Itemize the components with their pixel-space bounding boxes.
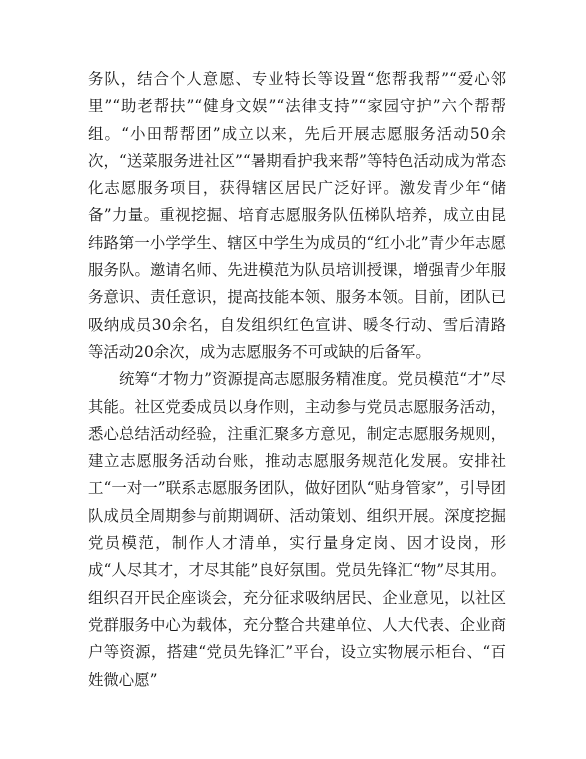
paragraph-volunteer-teams: 务队，结合个人意愿、专业特长等设置“您帮我帮”“爱心邻里”“助老帮扶”“健身文娱”“法律支持”“家园守护”六个帮帮组。“小田帮帮团”成立以来，先后开展志愿服务活动50余次，“送菜服务进社区”“暑期看护我来帮”等特色活动成为常态化志愿服务项目，获得辖区居民广泛好评。激发青少年“储备”力量。重视挖掘、培育志愿服务队伍梯队培养，成立由昆纬路第一小学学生、辖区中学生为成员的“红小北”青少年志愿服务队。邀请名师、先进模范为队员培训授课，增强青少年服务意识、责任意识，提高技能本领、服务本领。目前，团队已吸纳成员30余名，自发组织红色宣讲、暖冬行动、雪后清路等活动20余次，成为志愿服务不可或缺的后备军。 [88, 70, 506, 361]
document-body [88, 66, 506, 694]
paragraph-resource-coordination: 统筹“才物力”资源提高志愿服务精准度。党员模范“才”尽其能。社区党委成员以身作则，主动参与党员志愿服务活动，悉心总结活动经验，注重汇聚多方意见，制定志愿服务规则，建立志愿服务活动台账，推动志愿服务规范化发展。安排社工“一对一”联系志愿服务团队，做好团队“贴身管家”，引导团队成员全周期参与前期调研、活动策划、组织开展。深度挖掘党员模范，制作人才清单，实行量身定岗、因才设岗，形成“人尽其才，才尽其能”良好氛围。党员先锋汇“物”尽其用。组织召开民企座谈会，充分征求吸纳居民、企业意见，以社区党群服务中心为载体，充分整合共建单位、人大代表、企业商户等资源，搭建“党员先锋汇”平台，设立实物展示柜台、“百姓微心愿” [88, 370, 506, 689]
